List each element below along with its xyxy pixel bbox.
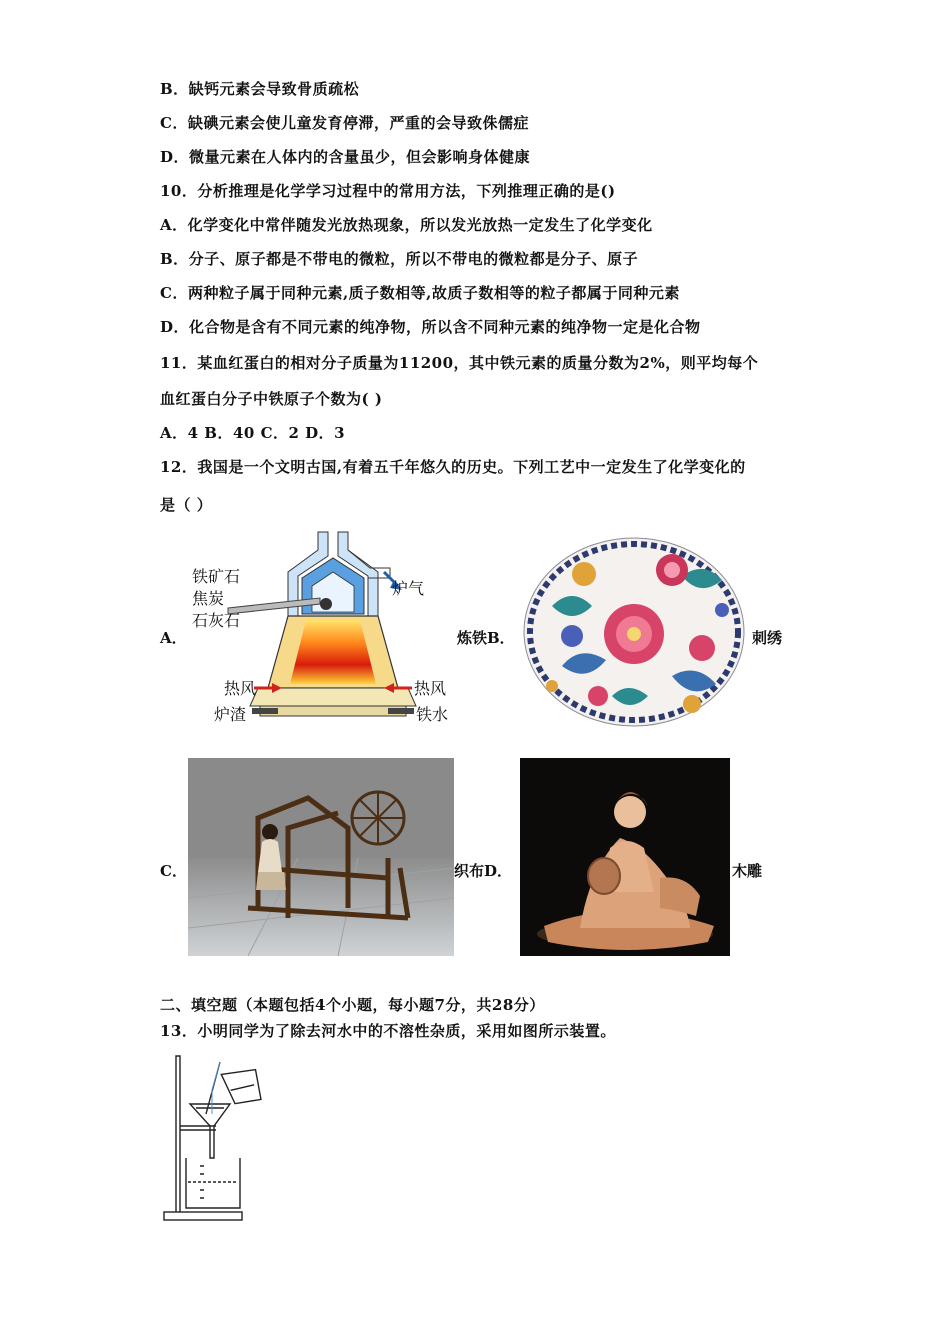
question-11: 11．某血红蛋白的相对分子质量为11200，其中铁元素的质量分数为2%，则平均每个 [160,354,759,372]
option-c-iodine: C．缺碘元素会使儿童发育停滞，严重的会导致侏儒症 [160,114,529,132]
question-10: 10．分析推理是化学学习过程中的常用方法，下列推理正确的是() [160,182,616,200]
question-12-cont: 是（ ） [160,496,213,514]
embroidery-figure [522,536,746,728]
filtration-apparatus-figure [160,1054,272,1226]
option-a-text: 炼铁B． [457,629,515,647]
wood-carving-figure [520,758,730,956]
question-13: 13．小明同学为了除去河水中的不溶性杂质，采用如图所示装置。 [160,1022,616,1040]
question-12: 12．我国是一个文明古国,有着五千年悠久的历史。下列工艺中一定发生了化学变化的 [160,458,746,476]
option-d-trace: D．微量元素在人体内的含量虽少，但会影响身体健康 [160,148,531,166]
label-hot-wind-left: 热风 [224,679,257,698]
label-coke: 焦炭 [192,589,225,608]
label-limestone: 石灰石 [192,611,241,630]
label-hot-wind-right: 热风 [414,679,447,698]
q11-options: A．4 B．40 C．2 D．3 [160,424,346,442]
section-2-heading: 二、填空题（本题包括4个小题，每小题7分，共28分） [160,996,545,1014]
option-c-text: 织布D． [454,862,513,880]
label-furnace-gas: 炉气 [392,579,425,598]
q10-option-d: D．化合物是含有不同元素的纯净物，所以含不同种元素的纯净物一定是化合物 [160,318,701,336]
label-iron-ore: 铁矿石 [192,567,241,586]
loom-weaving-figure [188,758,454,956]
question-11-cont: 血红蛋白分子中铁原子个数为( ) [160,390,383,408]
q10-option-a: A．化学变化中常伴随发光放热现象，所以发光放热一定发生了化学变化 [160,216,653,234]
option-b-text: 刺绣 [752,629,783,647]
option-d-text: 木雕 [732,862,763,880]
option-b-calcium: B．缺钙元素会导致骨质疏松 [160,80,360,98]
q10-option-c: C．两种粒子属于同种元素,质子数相等,故质子数相等的粒子都属于同种元素 [160,284,680,302]
label-molten-iron: 铁水 [416,705,449,724]
option-a-letter: A． [160,629,187,647]
option-c-letter: C． [160,862,187,880]
blast-furnace-figure [188,528,456,728]
label-slag: 炉渣 [214,705,247,724]
q10-option-b: B．分子、原子都是不带电的微粒，所以不带电的微粒都是分子、原子 [160,250,639,268]
